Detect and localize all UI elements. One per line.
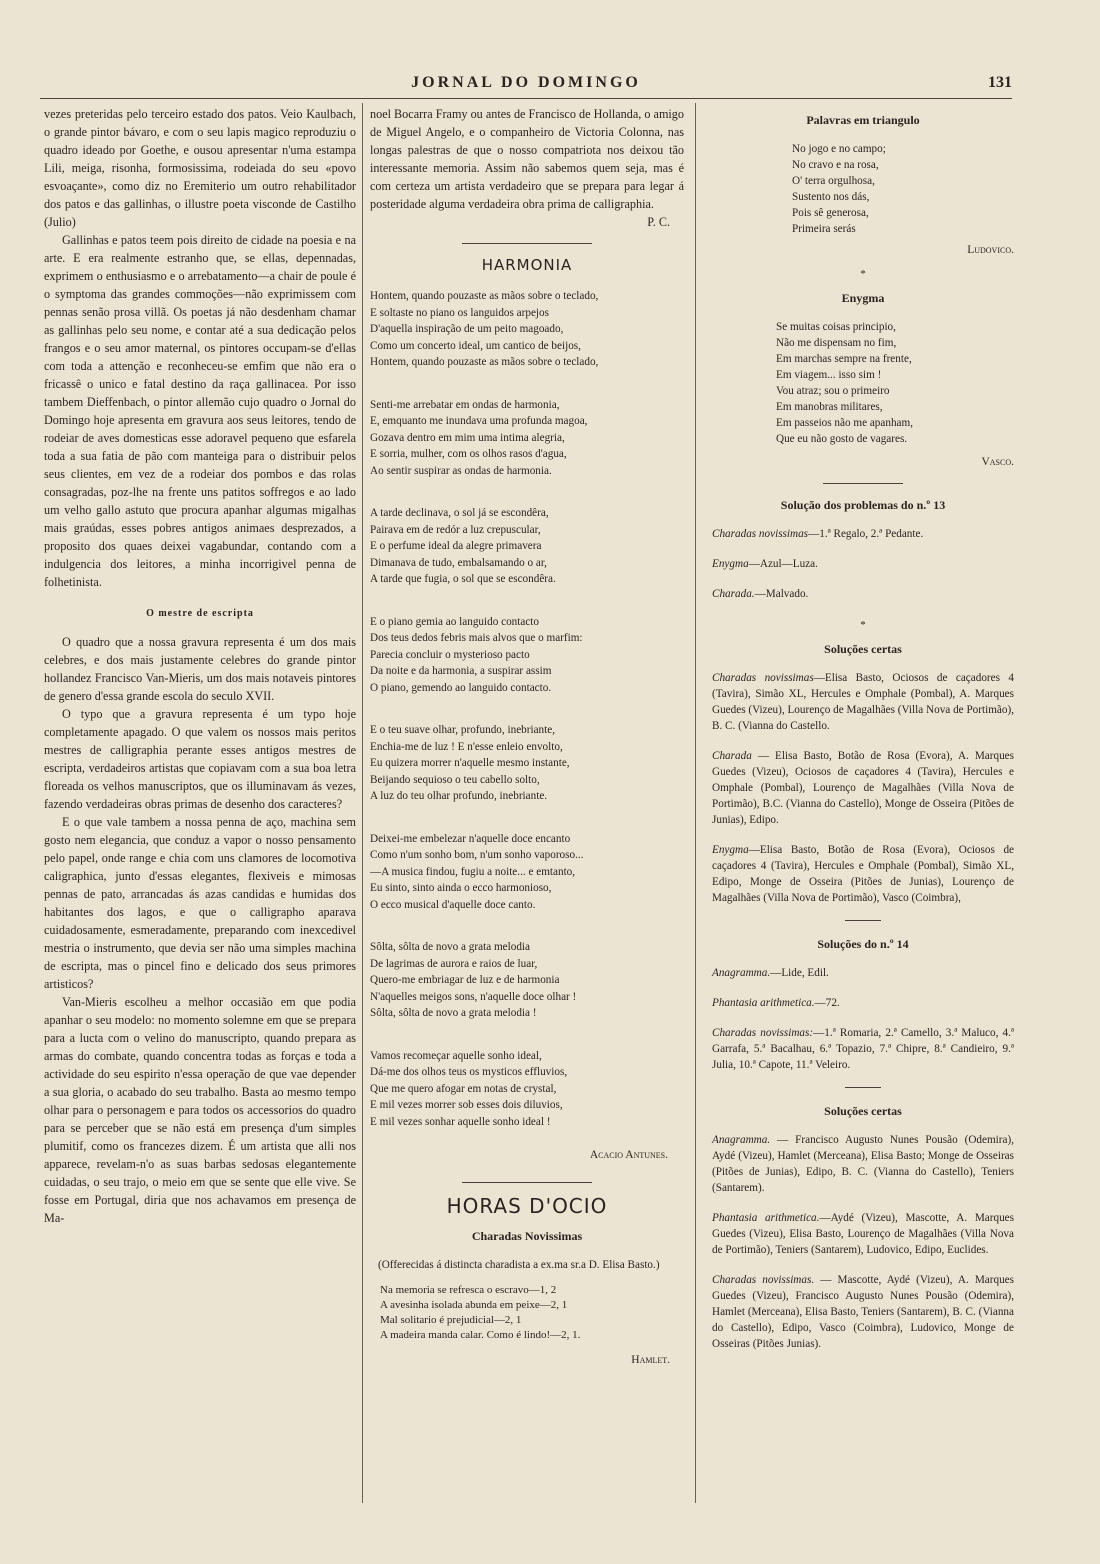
poem-line: E o piano gemia ao languido contacto — [370, 615, 540, 628]
poem-line: Dos teus dedos febris mais alvos que o marfim: — [370, 632, 583, 644]
poem-line: Dimanava de tudo, embalsamando o ar, — [370, 556, 547, 569]
poem-line: O piano, gemendo ao languido contacto. — [370, 681, 552, 694]
poem-stanza — [370, 397, 684, 480]
poem-line: E mil vezes morrer sob esses dois diluvios, — [370, 1099, 563, 1111]
poem-line: D'aquella inspiração de um peito magoado, — [370, 323, 564, 335]
column-divider — [362, 103, 363, 1503]
poem-line: N'aquelles meigos sons, n'aquelle doce olhar ! — [370, 990, 577, 1003]
solution-text: — Elisa Basto, Botão de Rosa (Evora), A. Marques Guedes (Vizeu), Ociosos de caçadores 4 (Tavira), Hercules e Omphale (Pombal), Lourenço de Magalhães (Villa Nova de Portimão), B.C. (Vianna do Castello), Monge de Osseira (Pitões de Junias), Edipo. — [712, 750, 1014, 826]
solution-entry — [712, 526, 1014, 542]
page-number: 131 — [988, 74, 1012, 91]
solution-label: Anagramma. — [712, 1134, 771, 1146]
poem-line: E soltaste no piano os languidos arpejos — [370, 306, 549, 319]
verse-line: Vou atraz; sou o primeiro — [776, 385, 890, 397]
poem-line: Hontem, quando pouzaste as mãos sobre o teclado, — [370, 356, 599, 368]
solution-entry — [712, 965, 1014, 981]
verse-line: Pois sê generosa, — [792, 207, 869, 219]
poem-title: HARMONIA — [481, 256, 573, 274]
masthead: JORNAL DO DOMINGO — [411, 74, 641, 91]
poem-line: A luz do teu olhar profundo, inebriante. — [370, 790, 548, 802]
solutions-list — [712, 526, 1014, 602]
puzzle-verse — [712, 141, 1014, 237]
poem-line: Beijando sequioso o teu cabello solto, — [370, 773, 540, 786]
solution-label: Anagramma. — [712, 967, 771, 979]
paragraph: Van-Mieris escolheu a melhor occasião em que podia apanhar o seu modelo: no momento solemne em que se prepara para a lucta com o velino do manuscripto, quando prepara as armas do combate, quando concentra todas as forças e toda a actividade do seu espirito n'essa operação de que vae depender a sua gloria, o acabado do seu trabalho. Basta ao mesmo tempo olhar para o personagem e para todos os accessorios do quadro para se perceber que se não está em presença d'um simples plumitif, como os francezes dizem. É um artista que alli nos apparece, revelam-n'o as suas barbas sedosas elegantemente cuidadas, o seu trajo, o meio em que se sente que elle vive. Se fosse em Portugal, diria que nos achavamos em presença de Ma- — [44, 995, 356, 1225]
charada-item: Mal solitario é prejudicial—2, 1 — [380, 1314, 522, 1326]
verse-line: Em marchas sempre na frente, — [776, 353, 912, 365]
solution-entry — [712, 586, 1014, 602]
charada-item: Na memoria se refresca o escravo—1, 2 — [380, 1284, 557, 1296]
verse-line: Se muitas coisas principio, — [776, 321, 896, 333]
solution-text: —Lide, Edil. — [770, 967, 829, 979]
verse-line: No cravo e na rosa, — [792, 159, 879, 171]
signature: Vasco. — [981, 456, 1014, 468]
solution-entry — [712, 842, 1014, 906]
paragraph: vezes preteridas pelo terceiro estado dos patos. Veio Kaulbach, o grande pintor bávaro, e com o seu lapis magico reproduziu o quadro ideado por Goethe, e ousou apresentar n'uma estampa Lili, meiga, risonha, formosissima, rodeiada do seu «povo esvoaçante», como diz no Eremiterio um outro rehabilitador dos patos e das gallinhas, o illustre poeta visconde de Castilho (Julio) — [44, 107, 356, 229]
solution-text: —1.ª Regalo, 2.ª Pedante. — [808, 528, 924, 540]
poem-line: Eu quizera morrer n'aquelle mesmo instante, — [370, 757, 570, 769]
paragraph: O quadro que a nossa gravura representa é um dos mais celebres, e dos mais justamente celebres do grande pintor hollandez Francisco Van-Mieris, um dos mais notaveis pintores de genero d'essa grande escola do seculo XVII. — [44, 635, 356, 703]
puzzle-verse — [712, 319, 1014, 447]
solution-entry — [712, 670, 1014, 734]
poem — [370, 288, 684, 1130]
solutions-title: Solução dos problemas do n.º 13 — [780, 498, 946, 512]
poem-line: O ecco musical d'aquelle doce canto. — [370, 898, 536, 911]
charadas-list — [370, 1283, 684, 1343]
solution-entry — [712, 556, 1014, 572]
charada-item: A avesinha isolada abunda em peixe—2, 1 — [380, 1299, 568, 1311]
solution-entry — [712, 1025, 1014, 1073]
poem-line: E mil vezes sonhar aquelle sonho ideal ! — [370, 1115, 551, 1128]
verse-line: No jogo e no campo; — [792, 143, 886, 155]
poem-stanza — [370, 614, 684, 697]
solutions-list — [712, 670, 1014, 906]
verse-line: Primeira serás — [792, 223, 856, 235]
solution-label: Phantasia arithmetica. — [712, 1212, 820, 1224]
poem-stanza — [370, 288, 684, 371]
poem-line: E sorria, mulher, com os olhos rasos d'agua, — [370, 448, 567, 460]
poem-line: Gozava dentro em mim uma intima alegria, — [370, 431, 565, 444]
solution-label: Charadas novissimas. — [712, 1274, 815, 1286]
verse-line: Sustento nos dás, — [792, 191, 870, 203]
solution-label: Enygma — [712, 844, 749, 856]
verse-line: O' terra orgulhosa, — [792, 175, 875, 187]
poem-line: Vamos recomeçar aquelle sonho ideal, — [370, 1049, 542, 1062]
subsection-title: Charadas Novissimas — [471, 1229, 583, 1243]
poem-stanza — [370, 1048, 684, 1131]
poem-stanza — [370, 722, 684, 805]
poem-line: De lagrimas de aurora e raios de luar, — [370, 957, 538, 970]
separator-star: * — [860, 619, 866, 631]
puzzle-title: Enygma — [841, 291, 885, 305]
solution-text: —Aydé (Vizeu), Mascotte, A. Marques Guedes (Vizeu), Elisa Basto, Lourenço de Magalhães (Villa Nova de Portimão), Teniers (Santarem), Ludovico, Edipo, Euclides. — [712, 1212, 1014, 1256]
solution-entry — [712, 1132, 1014, 1196]
verse-line: Que eu não gosto de vagares. — [776, 433, 908, 445]
signature: Ludovico. — [967, 244, 1014, 256]
solution-entry — [712, 748, 1014, 828]
poem-line: E o perfume ideal da alegre primavera — [370, 540, 542, 552]
section-subhead: O mestre de escripta — [146, 608, 254, 619]
column-divider — [695, 103, 696, 1503]
solution-label: Charadas novissimas — [712, 528, 809, 540]
poem-line: Da noite e da harmonia, a suspirar assim — [370, 665, 552, 677]
poem-line: Sôlta, sôlta de novo a grata melodia ! — [370, 1007, 537, 1019]
poem-line: Parecia concluir o mysterioso pacto — [370, 648, 530, 661]
solution-entry — [712, 1272, 1014, 1352]
signature: Acacio Antunes. — [589, 1149, 668, 1161]
poem-line: A tarde declinava, o sol já se escondêra, — [370, 507, 549, 519]
poem-line: Como n'um sonho bom, n'um sonho vaporoso... — [370, 849, 584, 861]
solution-text: —Elisa Basto, Botão de Rosa (Evora), Ociosos de caçadores 4 (Tavira), Hercules e Omphale (Pombal), Simão XL, Edipo, Monge de Osseira (Pitões de Junias), Lourenço de Magalhães (Villa Nova de Portimão), Vasco (Coimbra), — [712, 844, 1014, 904]
solution-label: Charadas novissimas: — [712, 1027, 814, 1039]
solutions-list — [712, 965, 1014, 1073]
paragraph: noel Bocarra Framy ou antes de Francisco de Hollanda, o amigo de Miguel Angelo, e o companheiro de Victoria Colonna, nas longas palestras de que o nosso compatriota nos deixou tão interessante memoria. Assim não sabemos quem seja, mas é com certeza um artista verdadeiro que se prepara para legar á posteridade alguma verdadeira obra prima de calligraphia. — [370, 107, 684, 211]
puzzle-title: Palavras em triangulo — [806, 113, 920, 127]
solution-entry — [712, 995, 1014, 1011]
poem-line: Sôlta, sôlta de novo a grata melodia — [370, 941, 531, 953]
solution-text: —Elisa Basto, Ociosos de caçadores 4 (Tavira), Simão XL, Hercules e Omphale (Pombal), A. Marques Guedes (Vizeu), Lourenço de Magalhães (Villa Nova de Portimão), B. C. (Vianna do Castello. — [712, 672, 1014, 732]
solution-text: —72. — [814, 997, 840, 1009]
poem-stanza — [370, 505, 684, 588]
charada-item: A madeira manda calar. Como é lindo!—2, 1. — [380, 1329, 581, 1341]
solution-entry — [712, 1210, 1014, 1258]
solution-label: Enygma — [712, 558, 749, 570]
poem-line: Eu sinto, sinto ainda o ecco harmonioso, — [370, 882, 552, 894]
solution-text: —Malvado. — [754, 588, 809, 600]
divider — [823, 483, 903, 484]
paragraph: Gallinhas e patos teem pois direito de cidade na poesia e na arte. E era realmente estranho que, se ellas, depennadas, exprimem o enthusiasmo e o arrebatamento—a chair de poule é o symptoma das grandes commoções—não exprimissem com pennas senão prosa villã. Os poetas já não desdenham chamar as gallinhas pelo seu nome, e contar até a sua dedicação pelos frangos e o seu amor maternal, os pintores occupam-se d'ellas com toda a attenção e reconheceu-se emfim que não era o fricassê o unico e fatal destino da raça gallinacea. Por isso tambem Dieffenbach, o pintor allemão cujo quadro o Jornal do Domingo hoje apresenta em gravura aos seus leitores, tendo de rodeiar de aves domesticas esse adoravel pequeno que esfarela toda a sua fatia de pão com manteiga para o distribuir pelos seus clientes, em vez de a rodeiar dos pombos e das rolas consagradas, poz-lhe na frente uns patitos soffregos e ao lado um velho gallo astuto que procura apanhar algumas migalhas mais graúdas, esses pobres antigos animaes desprezados, a proposito dos quaes deixei vagabundar, contando com a indulgencia dos leitores, a minha incorrigivel penna de folhetinista. — [44, 233, 356, 589]
divider — [845, 920, 881, 921]
separator-star: * — [860, 268, 866, 280]
poem-stanza — [370, 939, 684, 1022]
signature: P. C. — [647, 215, 670, 229]
page-header — [40, 70, 1012, 99]
signature: Hamlet. — [631, 1354, 670, 1366]
solution-label: Phantasia arithmetica. — [712, 997, 815, 1009]
poem-line: Quero-me embriagar de luz e de harmonia — [370, 974, 560, 986]
poem-line: Dá-me dos olhos teus os mysticos effluvios, — [370, 1066, 568, 1078]
poem-line: Ao sentir suspirar as ondas de harmonia. — [370, 464, 552, 477]
divider — [462, 243, 592, 244]
paragraph: O typo que a gravura representa é um typo hoje completamente apagado. O que valem os nossos mais peritos mestres de calligraphia perante esses antigos mestres de escripta, verdadeiros artistas que copiavam com a sua boa letra floreada os velhos manuscriptos, que os illuminavam ás vezes, fazendo verdadeiras obras primas de desenho dos caracteres? — [44, 707, 356, 811]
poem-line: Senti-me arrebatar em ondas de harmonia, — [370, 398, 560, 411]
poem-line: E, emquanto me inundava uma profunda magoa, — [370, 415, 588, 427]
poem-line: Pairava em de redór a luz crepuscular, — [370, 523, 541, 536]
poem-line: Que me quero afogar em notas de crystal, — [370, 1082, 557, 1095]
column-1 — [44, 105, 356, 1227]
solutions-title: Soluções certas — [824, 1104, 902, 1118]
poem-line: —A musica findou, fugiu a noite... e emtanto, — [370, 865, 576, 878]
solution-label: Charada — [712, 750, 752, 762]
poem-line: Hontem, quando pouzaste as mãos sobre o teclado, — [370, 290, 599, 302]
solutions-list — [712, 1132, 1014, 1352]
poem-stanza — [370, 831, 684, 914]
column-2 — [370, 105, 684, 1369]
column-3 — [712, 105, 1014, 1366]
solution-label: Charada. — [712, 588, 755, 600]
verse-line: Em viagem... isso sim ! — [776, 369, 882, 381]
solution-text: — Francisco Augusto Nunes Pousão (Odemira), Aydé (Vizeu), Hamlet (Merceana), Elisa Basto; Monge de Osseiras (Pitões de Junias), Edipo, B. C. (Vianna do Castello), Teniers (Santarem). — [712, 1134, 1014, 1194]
solutions-title: Soluções certas — [824, 642, 902, 656]
solutions-title: Soluções do n.º 14 — [817, 937, 909, 951]
poem-line: Enchia-me de luz ! E n'esse enleio envolto, — [370, 740, 563, 753]
solution-text: — Mascotte, Aydé (Vizeu), A. Marques Guedes (Vizeu), Francisco Augusto Nunes Pousão (Odemira), Hamlet (Merceana), Elisa Basto, Teniers (Santarem), B. C. (Vianna do Castello), Edipo, Vasco (Coimbra), Ludovico, Monge de Osseiras (Pitões Junias). — [712, 1274, 1014, 1350]
solution-label: Charadas novissimas — [712, 672, 814, 684]
solution-text: —Azul—Luza. — [748, 558, 818, 570]
divider — [462, 1182, 592, 1183]
poem-line: Como um concerto ideal, um cantico de beijos, — [370, 339, 581, 352]
poem-line: E o teu suave olhar, profundo, inebriante, — [370, 724, 556, 736]
poem-line: Deixei-me embelezar n'aquelle doce encanto — [370, 832, 571, 845]
section-title: HORAS D'OCIO — [446, 1194, 608, 1218]
verse-line: Não me dispensam no fim, — [776, 337, 897, 349]
divider — [845, 1087, 881, 1088]
verse-line: Em manobras militares, — [776, 401, 883, 413]
verse-line: Em passeios não me apanham, — [776, 417, 914, 429]
dedication: (Offerecidas á distincta charadista a ex.ma sr.a D. Elisa Basto.) — [378, 1259, 660, 1271]
poem-line: A tarde que fugia, o sol que se escondêra. — [370, 573, 556, 585]
solution-text: —1.ª Romaria, 2.ª Camello, 3.ª Maluco, 4.ª Garrafa, 5.ª Bacalhau, 6.ª Topazio, 7.ª Chipre, 8.ª Candieiro, 9.ª Julia, 10.ª Capote, 11.ª Veleiro. — [712, 1027, 1015, 1071]
paragraph: E o que vale tambem a nossa penna de aço, machina sem gosto nem elegancia, que conduz a vapor o nosso pensamento pelo papel, onde range e chia com uns clamores de locomotiva caligraphica, junto d'essas elegantes, flexiveis e mimosas pennas de pato, arrancadas ás azas candidas e humidas dos habitantes dos lagos, e que o calligrapho aparava cuidadosamente, esmeradamente, preparando com inexcedivel mestria o instrumento, que devia ser não uma simples machina de escripta, mas o pincel fino e delicado dos seus primores artisticos? — [44, 815, 356, 991]
